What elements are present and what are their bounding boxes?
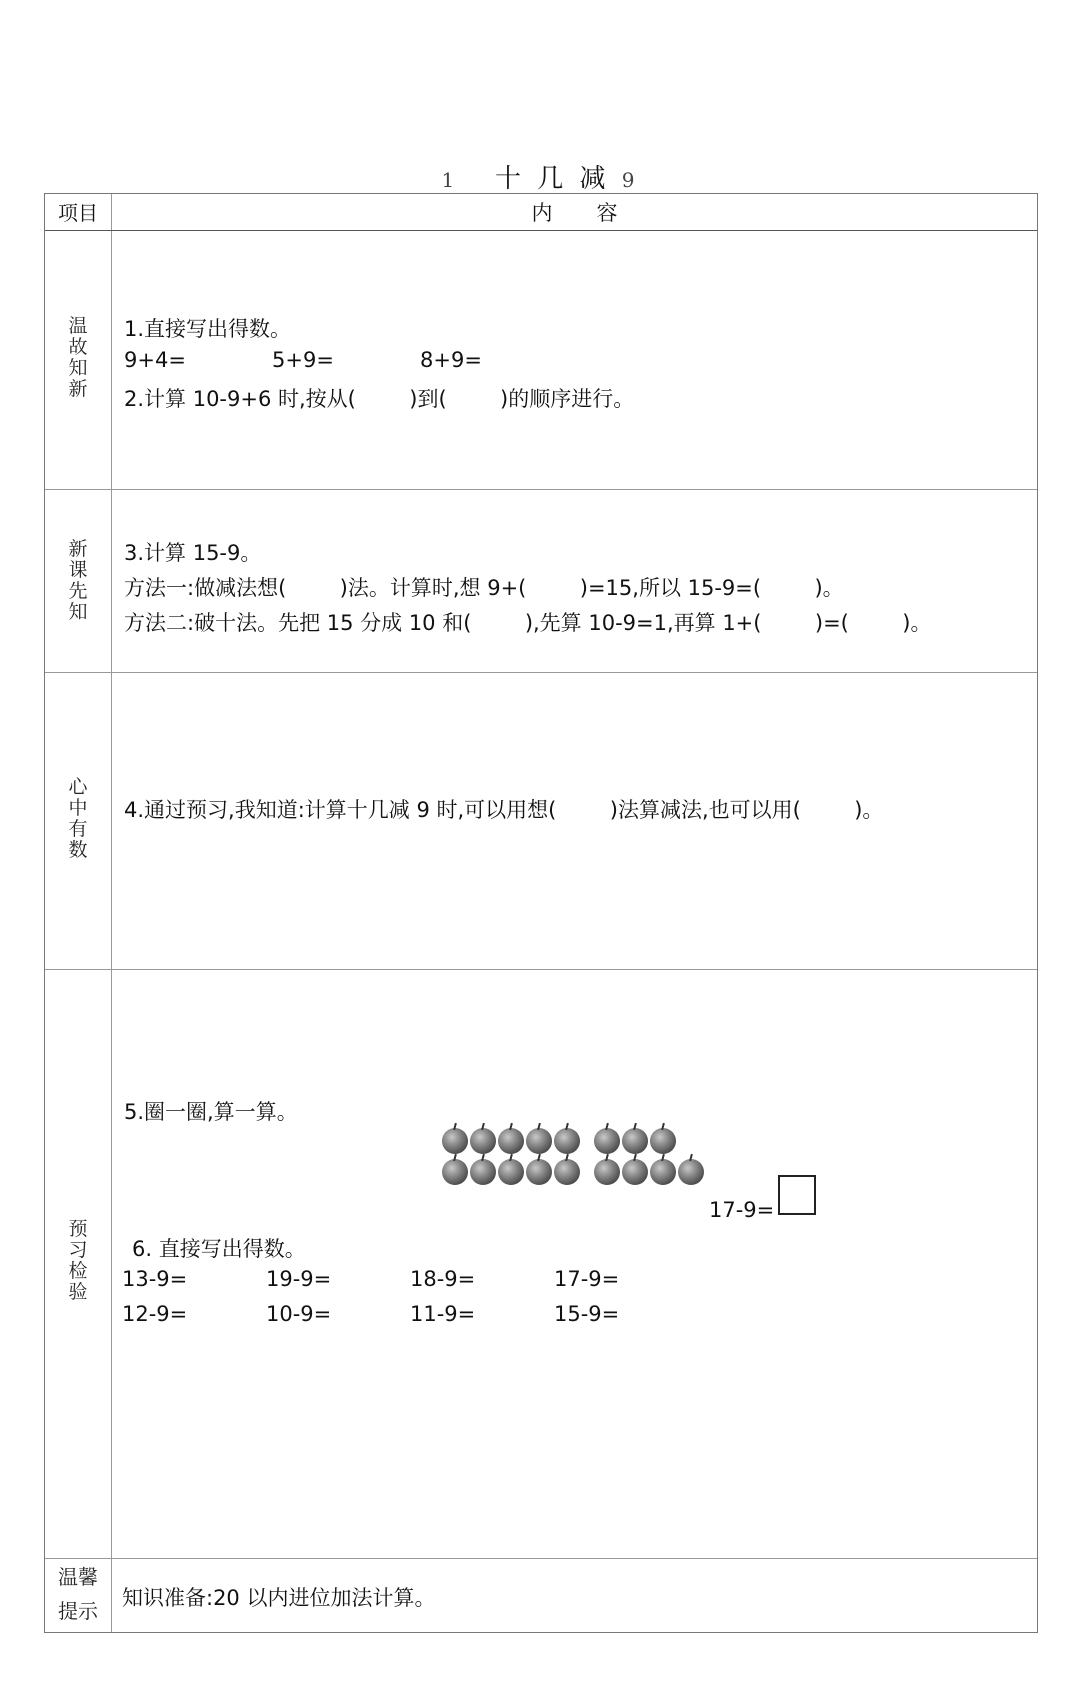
row-label-review bbox=[45, 316, 111, 400]
title-text: 十 几 减 bbox=[495, 164, 610, 194]
q6-item: 11-9= bbox=[410, 1302, 476, 1326]
tip-text: 知识准备:20 以内进位加法计算。 bbox=[122, 1586, 436, 1610]
row-label-text: 温馨 bbox=[58, 1565, 98, 1589]
apple-icon bbox=[594, 1159, 620, 1185]
q6-item: 13-9= bbox=[122, 1267, 188, 1291]
method-2: 方法二:破十法。先把 15 分成 10 和( ),先算 10-9=1,再算 1+( )=( )。 bbox=[124, 611, 932, 635]
apple-icon bbox=[526, 1128, 552, 1154]
q6-item: 19-9= bbox=[266, 1267, 332, 1291]
row-divider bbox=[45, 969, 1037, 970]
title-tail: 9 bbox=[621, 168, 639, 192]
apple-icon bbox=[498, 1128, 524, 1154]
apple-icon bbox=[526, 1159, 552, 1185]
apple-icon bbox=[442, 1128, 468, 1154]
row-divider bbox=[45, 489, 1037, 490]
q6-item: 12-9= bbox=[122, 1302, 188, 1326]
row-label-preview bbox=[45, 539, 111, 623]
apple-icon bbox=[442, 1159, 468, 1185]
q6-item: 17-9= bbox=[554, 1267, 620, 1291]
apple-icon bbox=[470, 1128, 496, 1154]
method-1: 方法一:做减法想( )法。计算时,想 9+( )=15,所以 15-9=( )。 bbox=[124, 576, 844, 600]
row-divider bbox=[45, 672, 1037, 673]
row-label-text: 预习检验 bbox=[68, 1218, 88, 1303]
header-divider bbox=[45, 230, 1037, 231]
row-label-summary bbox=[45, 777, 111, 861]
apple-icon bbox=[678, 1159, 704, 1185]
apple-icon bbox=[650, 1159, 676, 1185]
apple-icon bbox=[498, 1159, 524, 1185]
row-label-tip bbox=[45, 1560, 111, 1628]
apple-icon bbox=[554, 1128, 580, 1154]
worksheet-title bbox=[0, 158, 1080, 195]
apple-icon bbox=[622, 1159, 648, 1185]
question-1: 1.直接写出得数。 bbox=[124, 317, 292, 341]
apple-group bbox=[442, 1126, 742, 1186]
question-5: 5.圈一圈,算一算。 bbox=[124, 1100, 298, 1124]
q6-item: 15-9= bbox=[554, 1302, 620, 1326]
row-label-check bbox=[45, 1219, 111, 1303]
question-2: 2.计算 10-9+6 时,按从( )到( )的顺序进行。 bbox=[124, 387, 635, 411]
answer-box[interactable] bbox=[778, 1175, 816, 1215]
apple-icon bbox=[650, 1128, 676, 1154]
title-number: 1 bbox=[441, 168, 459, 192]
row-label-text: 新课先知 bbox=[68, 538, 88, 623]
q6-item: 18-9= bbox=[410, 1267, 476, 1291]
q1-item-2: 5+9= bbox=[272, 348, 334, 372]
q1-item-1: 9+4= bbox=[124, 348, 186, 372]
row-label-text: 提示 bbox=[58, 1599, 98, 1623]
q1-item-3: 8+9= bbox=[420, 348, 482, 372]
apple-icon bbox=[554, 1159, 580, 1185]
question-4: 4.通过预习,我知道:计算十几减 9 时,可以用想( )法算减法,也可以用( )。 bbox=[124, 798, 884, 822]
apple-icon bbox=[470, 1159, 496, 1185]
column-divider bbox=[111, 194, 112, 1632]
header-item: 项目 bbox=[58, 201, 98, 225]
row-divider bbox=[45, 1558, 1037, 1559]
apple-icon bbox=[594, 1128, 620, 1154]
row-label-text: 心中有数 bbox=[68, 776, 88, 861]
q5-equation: 17-9= bbox=[709, 1198, 775, 1222]
header-content: 内容 bbox=[531, 201, 662, 225]
question-6: 6. 直接写出得数。 bbox=[132, 1237, 306, 1261]
row-label-text: 温故知新 bbox=[68, 315, 88, 400]
question-3: 3.计算 15-9。 bbox=[124, 541, 262, 565]
apple-icon bbox=[622, 1128, 648, 1154]
q6-item: 10-9= bbox=[266, 1302, 332, 1326]
